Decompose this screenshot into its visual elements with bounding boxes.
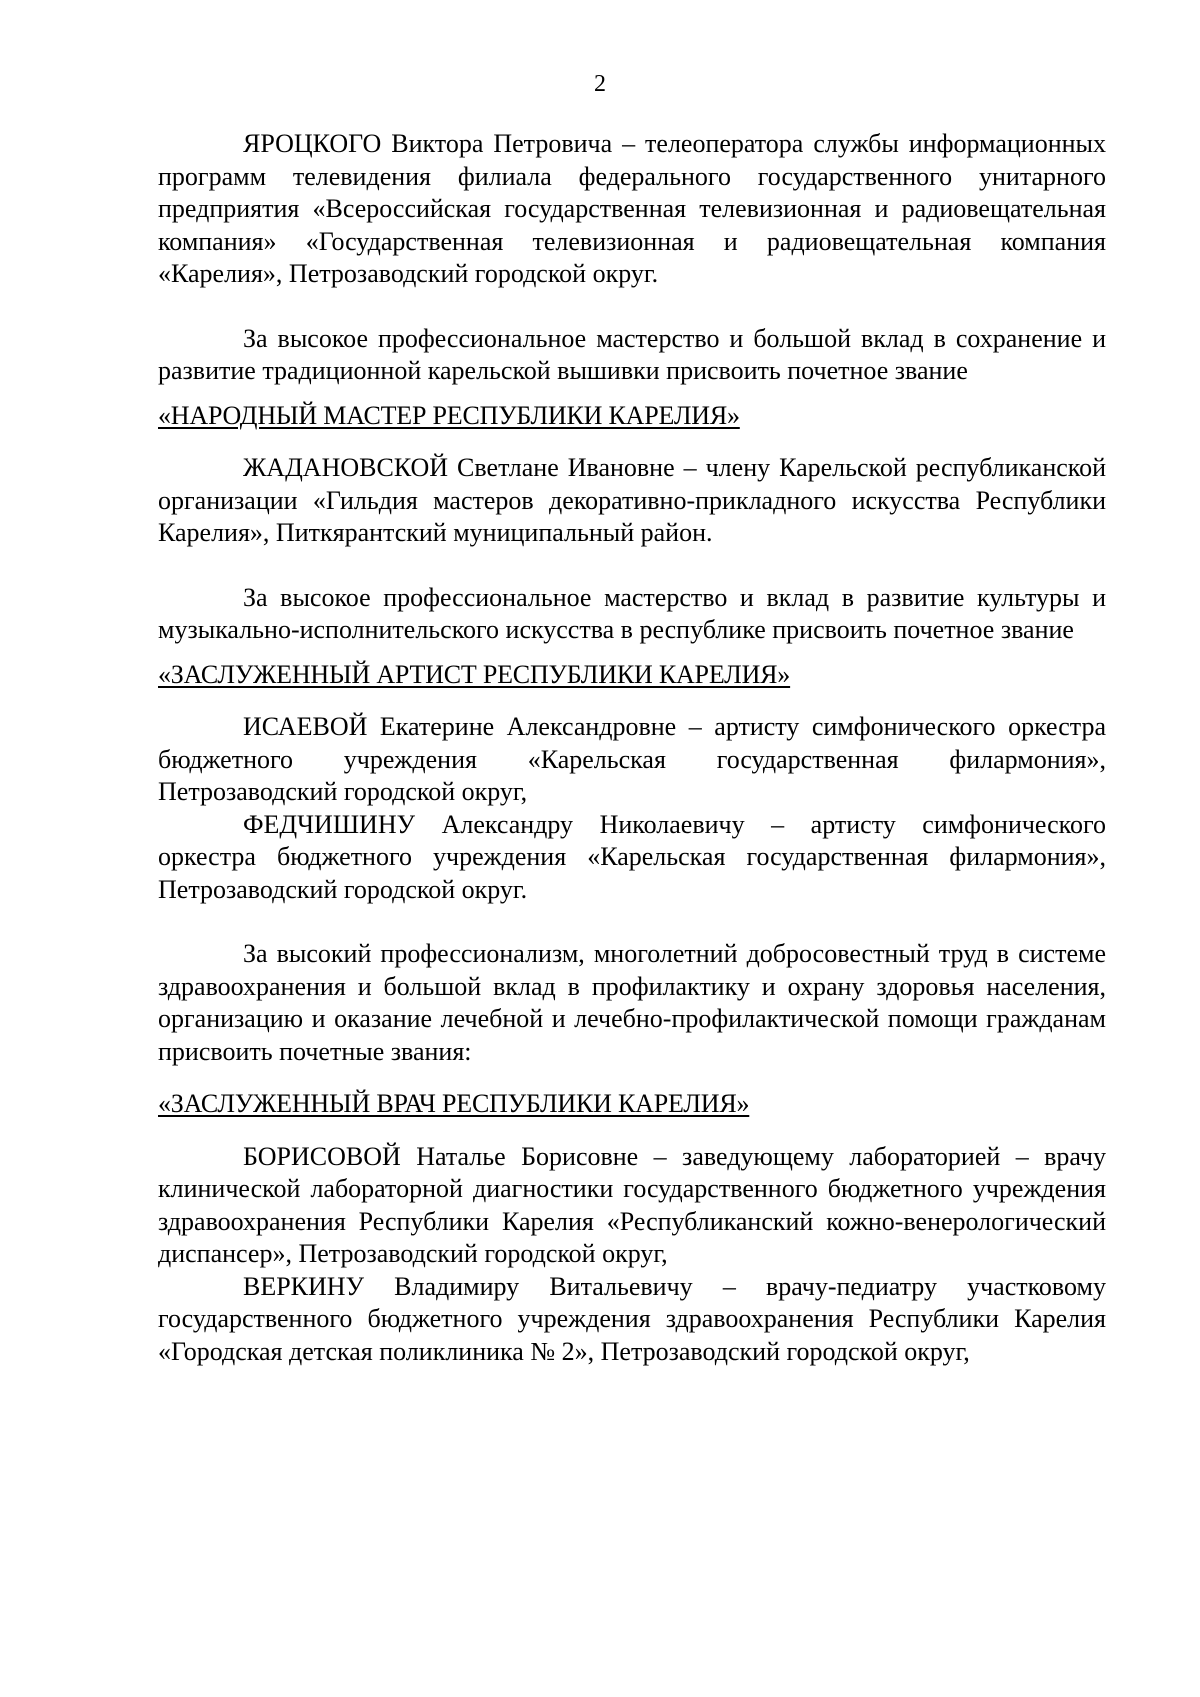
award-title-heading: «ЗАСЛУЖЕННЫЙ ВРАЧ РЕСПУБЛИКИ КАРЕЛИЯ» — [158, 1089, 750, 1118]
award-title-heading: «ЗАСЛУЖЕННЫЙ АРТИСТ РЕСПУБЛИКИ КАРЕЛИЯ» — [158, 659, 791, 689]
document-body — [158, 128, 1106, 1368]
award-title-heading: «НАРОДНЫЙ МАСТЕР РЕСПУБЛИКИ КАРЕЛИЯ» — [158, 400, 740, 430]
page-number: 2 — [594, 71, 606, 97]
award-recipient-paragraph: ИСАЕВОЙ Екатерине Александровне – артисту симфонического оркестра бюджетного учреждения «Карельская государственная филармония», Петрозаводский городской округ, — [158, 712, 1106, 806]
award-recipient-paragraph: ВЕРКИНУ Владимиру Витальевичу – врачу-педиатру участковому государственного бюджетного учреждения здравоохранения Республики Карелия «Городская детская поликлиника № 2», Петрозаводский городской округ, — [158, 1271, 1106, 1366]
award-reason-paragraph: За высокое профессиональное мастерство и вклад в развитие культуры и музыкально-исполнительского искусства в республике присвоить почетное звание — [158, 582, 1106, 644]
award-recipient-paragraph: ЯРОЦКОГО Виктора Петровича – телеоператора службы информационных программ телевидения филиала федерального государственного унитарного предприятия «Всероссийская государственная телевизионная и радиовещательная компания» «Государственная телевизионная и радиовещательная компания «Карелия», Петрозаводский городской округ. — [158, 129, 1106, 288]
award-recipient-paragraph: ФЕДЧИШИНУ Александру Николаевичу – артисту симфонического оркестра бюджетного учреждения «Карельская государственная филармония», Петрозаводский городской округ. — [158, 809, 1106, 904]
award-recipient-paragraph: БОРИСОВОЙ Наталье Борисовне – заведующему лабораторией – врачу клинической лабораторной диагностики государственного бюджетного учреждения здравоохранения Республики Карелия «Республиканский кожно-венерологический диспансер», Петрозаводский городской округ, — [158, 1141, 1106, 1268]
award-recipient-paragraph: ЖАДАНОВСКОЙ Светлане Ивановне – члену Карельской республиканской организации «Гильдия мастеров декоративно-прикладного искусства Республики Карелия», Питкярантский муниципальный район. — [158, 453, 1106, 547]
award-reason-paragraph: За высокое профессиональное мастерство и большой вклад в сохранение и развитие традиционной карельской вышивки присвоить почетное звание — [158, 323, 1106, 385]
award-reason-paragraph: За высокий профессионализм, многолетний добросовестный труд в системе здравоохранения и большой вклад в профилактику и охрану здоровья населения, организацию и оказание лечебной и лечебно-профилактической помощи гражданам присвоить почетные звания: — [158, 939, 1106, 1066]
